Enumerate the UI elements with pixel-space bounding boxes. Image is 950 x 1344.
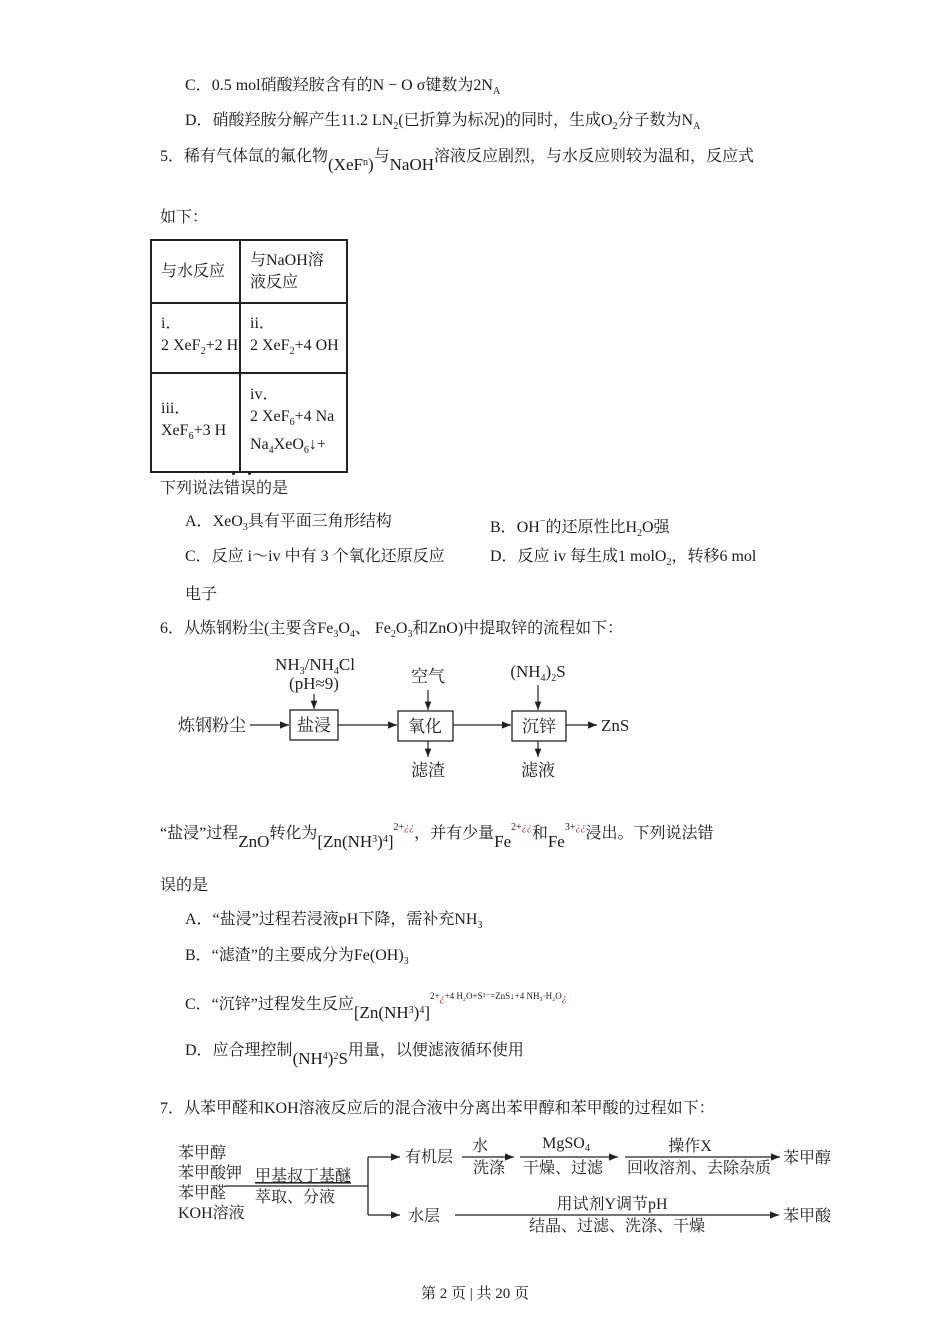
- text-segment: +4 H₂O+S²⁻=ZnS↓+4 NH₃·H₂O: [444, 991, 562, 1001]
- text-segment: +4 OH: [294, 337, 339, 354]
- text-segment: 6: [303, 444, 309, 456]
- text-segment: 2+: [511, 822, 522, 833]
- text-segment: 用量，以便滤液循环使用: [347, 1042, 524, 1059]
- q6-option-d: [185, 1041, 524, 1069]
- reagent-label: $(NH_4)_2S$: [510, 662, 566, 684]
- step-label: 干燥、过滤: [522, 1160, 604, 1177]
- text-segment: NaOH: [389, 155, 435, 174]
- text-segment: i．: [161, 315, 182, 332]
- text-segment: 分子数为N: [617, 112, 694, 129]
- separation-flow: [178, 1135, 832, 1235]
- text-segment: ¿¿: [575, 822, 586, 833]
- text-segment: XeO: [273, 435, 304, 453]
- layer-label: 有机层: [405, 1149, 454, 1166]
- text-segment: ): [327, 1049, 334, 1068]
- text-segment: B．: [490, 519, 517, 536]
- text-segment: 3: [242, 522, 248, 533]
- text-segment: iv．: [250, 385, 279, 403]
- text-segment: 2: [637, 528, 642, 539]
- text-segment: ZnO: [238, 832, 270, 851]
- product-label: 苯甲醇: [783, 1150, 832, 1167]
- text-segment: 2: [666, 557, 672, 568]
- text-segment: 2 XeF: [250, 337, 290, 354]
- text-segment: 4: [322, 1051, 328, 1062]
- text-segment: 和: [531, 825, 548, 842]
- text-segment: A．: [185, 513, 213, 530]
- text-segment: 3: [372, 834, 378, 845]
- text-segment: O: [395, 620, 408, 637]
- text-segment: 6．从炼钢粉尘(主要含Fe: [160, 620, 334, 637]
- text-segment: +2 H: [205, 337, 239, 354]
- text-segment: 溶液反应剧烈，与水反应则较为温和，反应式: [434, 148, 755, 165]
- flow-input: 炼钢粉尘: [178, 716, 246, 735]
- text-segment: 2+: [430, 991, 440, 1001]
- text-segment: O: [338, 620, 350, 637]
- step-label: 水: [471, 1138, 489, 1155]
- mixture-item: KOH溶液: [178, 1205, 245, 1222]
- reagent-label: (pH≈9): [289, 674, 339, 693]
- text-segment: 2N: [473, 77, 493, 94]
- text-segment: ): [377, 832, 383, 851]
- text-segment: 6: [188, 430, 194, 442]
- text-segment: 4: [268, 444, 274, 456]
- text-segment: 0.5 mol: [211, 77, 261, 94]
- text-segment: XeO: [212, 513, 243, 530]
- q6-option-b: [185, 946, 409, 972]
- text-segment: 与NaOH溶: [250, 251, 324, 269]
- text-segment: 2 XeF: [161, 337, 201, 354]
- text-segment: S: [338, 1049, 348, 1068]
- text-segment: N − O σ: [372, 77, 426, 94]
- text-segment: ↓+: [308, 435, 326, 453]
- text-segment: 的还原性比H: [545, 519, 637, 536]
- text-segment: ，并有少量: [414, 825, 495, 842]
- text-segment: Fe: [547, 832, 565, 851]
- text-segment: 6: [289, 416, 295, 428]
- text-segment: 3: [477, 920, 483, 931]
- text-segment: 液反应: [250, 273, 299, 291]
- reagent-label: $NH_3/NH_4Cl$: [275, 655, 355, 677]
- flow-box-label: 沉锌: [522, 717, 556, 736]
- text-segment: ): [367, 155, 374, 174]
- text-segment: 浸出。下列说法错: [585, 825, 714, 842]
- step-label: 结晶、过滤、洗涤、干燥: [528, 1218, 706, 1235]
- text-segment: ): [413, 1003, 420, 1022]
- text-segment: 3: [407, 629, 413, 640]
- text-segment: [Zn(NH: [317, 832, 373, 851]
- text-segment: Fe: [494, 832, 512, 851]
- text-segment: 、 Fe: [354, 620, 391, 637]
- text-segment: 3: [333, 629, 339, 640]
- text-segment: n: [362, 157, 368, 168]
- text-segment: (XeF: [328, 155, 363, 174]
- text-segment: “盐浸”过程: [160, 825, 239, 842]
- text-segment: ¿¿: [521, 822, 532, 833]
- text-segment: ¿¿: [404, 822, 415, 833]
- step-label: 萃取、分液: [255, 1189, 336, 1206]
- text-segment: 误的是: [160, 877, 209, 894]
- text-segment: 键数为: [425, 77, 474, 94]
- text-segment: 下列说法错误的是: [160, 480, 289, 497]
- text-segment: C．: [185, 77, 212, 94]
- text-segment: +4 Na: [294, 407, 335, 425]
- text-segment: A: [492, 86, 501, 97]
- text-segment: Na: [250, 435, 269, 453]
- text-segment: (NH: [292, 1049, 323, 1068]
- text-segment: 5．稀有气体氙的氟化物: [160, 148, 329, 165]
- mixture-item: 苯甲酸钾: [178, 1165, 243, 1182]
- text-segment: ，转移6 mol: [671, 548, 757, 565]
- text-segment: (已折算为标况)的同时，生成O: [398, 112, 613, 129]
- mixture-item: 苯甲醇: [178, 1145, 227, 1162]
- q6-option-c: [185, 986, 567, 1023]
- text-segment: [Zn(NH: [353, 1003, 409, 1022]
- step-label: 用试剂Y调节pH: [556, 1196, 668, 1213]
- text-segment: 4: [349, 629, 355, 640]
- text-segment: 11.2 LN: [340, 112, 394, 129]
- text-segment: D．应合理控制: [185, 1042, 293, 1059]
- flow-output: ZnS: [601, 716, 630, 735]
- text-segment: A: [693, 121, 701, 132]
- text-segment: 电子: [185, 586, 218, 603]
- text-segment: 4: [419, 1005, 425, 1016]
- text-segment: 2: [612, 121, 618, 132]
- text-segment: ¿: [439, 993, 445, 1004]
- layer-label: 水层: [408, 1208, 441, 1225]
- zinc-extraction-flow: [178, 655, 629, 780]
- step-label: 操作X: [668, 1138, 712, 1155]
- text-segment: C．反应 i～iv 中有 3 个氧化还原反应: [185, 548, 445, 565]
- text-segment: 7．从苯甲醛和KOH溶液反应后的混合液中分离出苯甲醇和苯甲酸的过程如下：: [160, 1100, 715, 1117]
- waste-label: 滤液: [521, 761, 555, 780]
- q6-option-a: [185, 910, 482, 936]
- text-segment: 2: [390, 629, 396, 640]
- text-segment: 和ZnO)中提取锌的流程如下：: [412, 620, 624, 637]
- text-segment: XeF: [161, 421, 189, 439]
- text-segment: D．反应 iv 每生成1 molO: [490, 548, 667, 565]
- text-segment: 转化为: [269, 825, 318, 842]
- flow-box-label: 盐浸: [297, 716, 331, 735]
- text-segment: 如下：: [160, 209, 209, 226]
- text-segment: 2: [333, 1051, 339, 1062]
- text-segment: −: [539, 516, 546, 527]
- text-segment: 2: [289, 346, 295, 357]
- text-segment: 2: [393, 121, 399, 132]
- mixture-item: 苯甲醛: [178, 1185, 227, 1202]
- step-label: 洗涤: [472, 1160, 506, 1177]
- product-label: 苯甲酸: [783, 1208, 832, 1225]
- flow-box-label: 氧化: [408, 717, 442, 736]
- text-segment: 与水反应: [161, 262, 226, 280]
- text-segment: ]: [424, 1003, 430, 1022]
- text-segment: 2: [200, 346, 206, 357]
- text-segment: O强: [642, 519, 670, 536]
- text-segment: +3 H: [193, 421, 227, 439]
- text-segment: 4: [382, 834, 388, 845]
- text-segment: ¿: [561, 993, 567, 1004]
- text-segment: 2+: [393, 822, 405, 833]
- reagent-label: 空气: [411, 667, 445, 686]
- text-segment: 2 XeF: [250, 407, 290, 425]
- text-segment: ]: [387, 832, 394, 851]
- text-segment: ii．: [250, 315, 275, 332]
- text-segment: 硝酸羟胺含有的: [260, 77, 373, 94]
- page-footer: 第 2 页 | 共 20 页: [420, 1286, 529, 1302]
- text-segment: D．硝酸羟胺分解产生: [185, 112, 341, 129]
- step-label: 回收溶剂、去除杂质: [626, 1160, 772, 1177]
- text-segment: B．“滤渣”的主要成分为Fe(OH): [185, 947, 404, 964]
- text-segment: 3+: [564, 822, 576, 833]
- step-label: MgSO4: [542, 1135, 590, 1154]
- text-segment: A．“盐浸”过程若浸液pH下降，需补充NH: [185, 911, 478, 928]
- step-label: 甲基叔丁基醚: [255, 1168, 352, 1185]
- q6-text-cont: [160, 876, 208, 896]
- text-segment: iii．: [161, 399, 191, 417]
- text-segment: 3: [403, 956, 409, 967]
- text-segment: 与: [373, 148, 390, 165]
- q6-text: [160, 818, 713, 852]
- text-segment: OH: [516, 519, 540, 536]
- text-segment: 具有平面三角形结构: [247, 513, 392, 530]
- text-segment: C．“沉锌”过程发生反应: [185, 996, 354, 1013]
- text-segment: 3: [408, 1005, 414, 1016]
- waste-label: 滤渣: [411, 761, 445, 780]
- q7-stem: [160, 1099, 715, 1119]
